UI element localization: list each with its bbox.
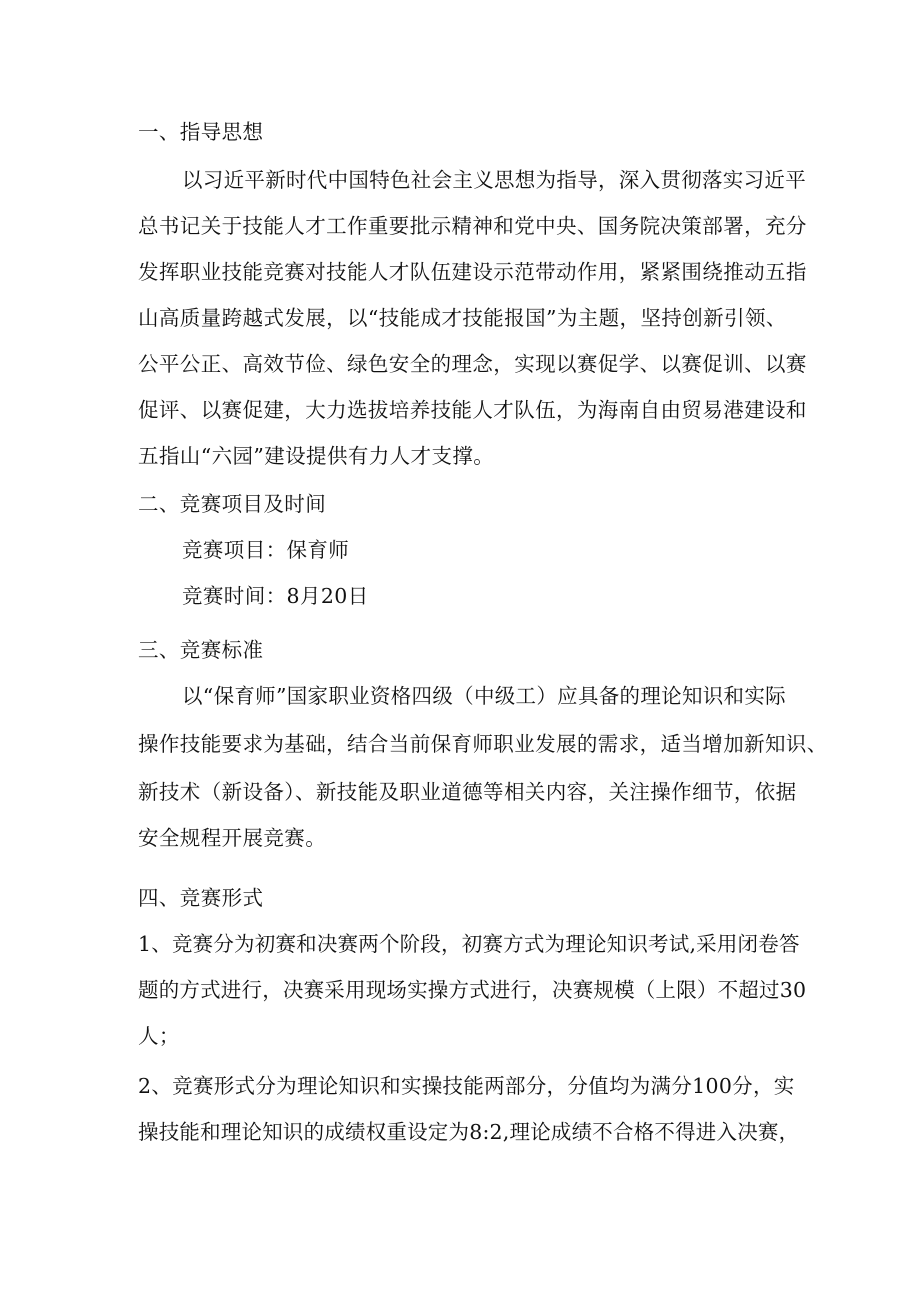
list-item-line: 操技能和理论知识的成绩权重设定为8:2,理论成绩不合格不得进入决赛， <box>138 1120 800 1144</box>
list-item-line: 1、竞赛分为初赛和决赛两个阶段，初赛方式为理论知识考试,采用闭卷答 <box>138 932 800 956</box>
paragraph-line: 总书记关于技能人才工作重要批示精神和党中央、国务院决策部署，充分 <box>138 214 807 238</box>
list-item-line: 2、竞赛形式分为理论知识和实操技能两部分，分值均为满分100分，实 <box>138 1074 795 1098</box>
list-item-line: 人； <box>138 1024 180 1048</box>
section-heading-1: 一、指导思想 <box>138 120 264 144</box>
paragraph-line: 操作技能要求为基础，结合当前保育师职业发展的需求，适当增加新知识、 <box>138 732 828 756</box>
competition-time: 竞赛时间：8月20日 <box>182 584 369 608</box>
paragraph-line: 以习近平新时代中国特色社会主义思想为指导，深入贯彻落实习近平 <box>182 168 806 192</box>
paragraph-line: 新技术（新设备）、新技能及职业道德等相关内容，关注操作细节，依据 <box>138 780 797 804</box>
section-heading-2: 二、竞赛项目及时间 <box>138 492 327 516</box>
paragraph-line: 发挥职业技能竞赛对技能人才队伍建设示范带动作用，紧紧围绕推动五指 <box>138 260 807 284</box>
competition-item: 竞赛项目：保育师 <box>182 538 350 562</box>
paragraph-line: 山高质量跨越式发展，以“技能成才技能报国”为主题，坚持创新引领、 <box>138 306 787 330</box>
paragraph-line: 五指山“六园”建设提供有力人才支撑。 <box>138 444 495 468</box>
section-heading-4: 四、竞赛形式 <box>138 886 264 910</box>
paragraph-line: 促评、以赛促建，大力选拔培养技能人才队伍，为海南自由贸易港建设和 <box>138 398 807 422</box>
paragraph-line: 以“保育师”国家职业资格四级（中级工）应具备的理论知识和实际 <box>182 684 786 708</box>
section-heading-3: 三、竞赛标准 <box>138 638 264 662</box>
paragraph-line: 公平公正、高效节俭、绿色安全的理念，实现以赛促学、以赛促训、以赛 <box>138 352 807 376</box>
list-item-line: 题的方式进行，决赛采用现场实操方式进行，决赛规模（上限）不超过30 <box>138 978 807 1002</box>
paragraph-line: 安全规程开展竞赛。 <box>138 826 327 850</box>
